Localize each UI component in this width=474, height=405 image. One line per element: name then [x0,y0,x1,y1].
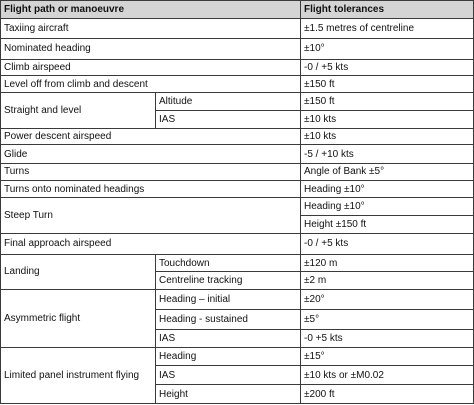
table-row [1,180,474,198]
manoeuvre-cell: Turns onto nominated headings [1,180,301,198]
manoeuvre-cell: Asymmetric flight [1,290,156,347]
table-row [1,59,474,76]
table-row [1,347,474,366]
table-row [1,76,474,93]
sub-label-cell: Centreline tracking [156,272,301,290]
sub-label-cell: Altitude [156,93,301,111]
tolerance-cell: ±2 m [301,272,474,290]
table-row [1,198,474,216]
manoeuvre-cell: Straight and level [1,93,156,128]
manoeuvre-cell: Climb airspeed [1,59,301,76]
tolerance-cell: Angle of Bank ±5° [301,163,474,180]
tolerance-cell: Height ±150 ft [301,216,474,234]
tolerance-cell: Heading ±10° [301,198,474,216]
manoeuvre-cell: Limited panel instrument flying [1,347,156,403]
table-row [1,38,474,59]
tolerance-cell: ±10° [301,38,474,59]
table-row [1,19,474,39]
tolerance-cell: ±10 kts [301,128,474,145]
tolerance-cell: ±1.5 metres of centreline [301,19,474,39]
header-manoeuvre: Flight path or manoeuvre [1,1,301,19]
manoeuvre-cell: Taxiing aircraft [1,19,301,39]
tolerance-cell: ±150 ft [301,93,474,111]
manoeuvre-cell: Final approach airspeed [1,233,301,254]
sub-label-cell: IAS [156,329,301,347]
manoeuvre-cell: Power descent airspeed [1,128,301,145]
sub-label-cell: Height [156,385,301,404]
header-tolerance: Flight tolerances [301,1,474,19]
tolerance-cell: ±10 kts [301,110,474,128]
table-row [1,163,474,180]
tolerance-cell: -5 / +10 kts [301,145,474,164]
tolerance-cell: -0 +5 kts [301,329,474,347]
table-row [1,290,474,310]
sub-label-cell: Heading – initial [156,290,301,310]
tolerance-cell: ±120 m [301,254,474,272]
sub-label-cell: IAS [156,366,301,385]
table-row [1,233,474,254]
tolerance-cell: ±200 ft [301,385,474,404]
tolerance-cell: ±150 ft [301,76,474,93]
tolerance-cell: -0 / +5 kts [301,59,474,76]
table-row [1,93,474,111]
manoeuvre-cell: Nominated heading [1,38,301,59]
manoeuvre-cell: Glide [1,145,301,164]
tolerance-cell: ±10 kts or ±M0.02 [301,366,474,385]
tolerance-cell: ±20° [301,290,474,310]
manoeuvre-cell: Turns [1,163,301,180]
tolerance-cell: Heading ±10° [301,180,474,198]
manoeuvre-cell: Landing [1,254,156,289]
header-row [1,1,474,19]
tolerance-cell: -0 / +5 kts [301,233,474,254]
tolerance-cell: ±15° [301,347,474,366]
manoeuvre-cell: Level off from climb and descent [1,76,301,93]
table-row [1,128,474,145]
sub-label-cell: IAS [156,110,301,128]
manoeuvre-cell: Steep Turn [1,198,301,233]
table-row [1,254,474,272]
table-row [1,145,474,164]
sub-label-cell: Heading [156,347,301,366]
sub-label-cell: Heading - sustained [156,310,301,330]
sub-label-cell: Touchdown [156,254,301,272]
tolerance-cell: ±5° [301,310,474,330]
